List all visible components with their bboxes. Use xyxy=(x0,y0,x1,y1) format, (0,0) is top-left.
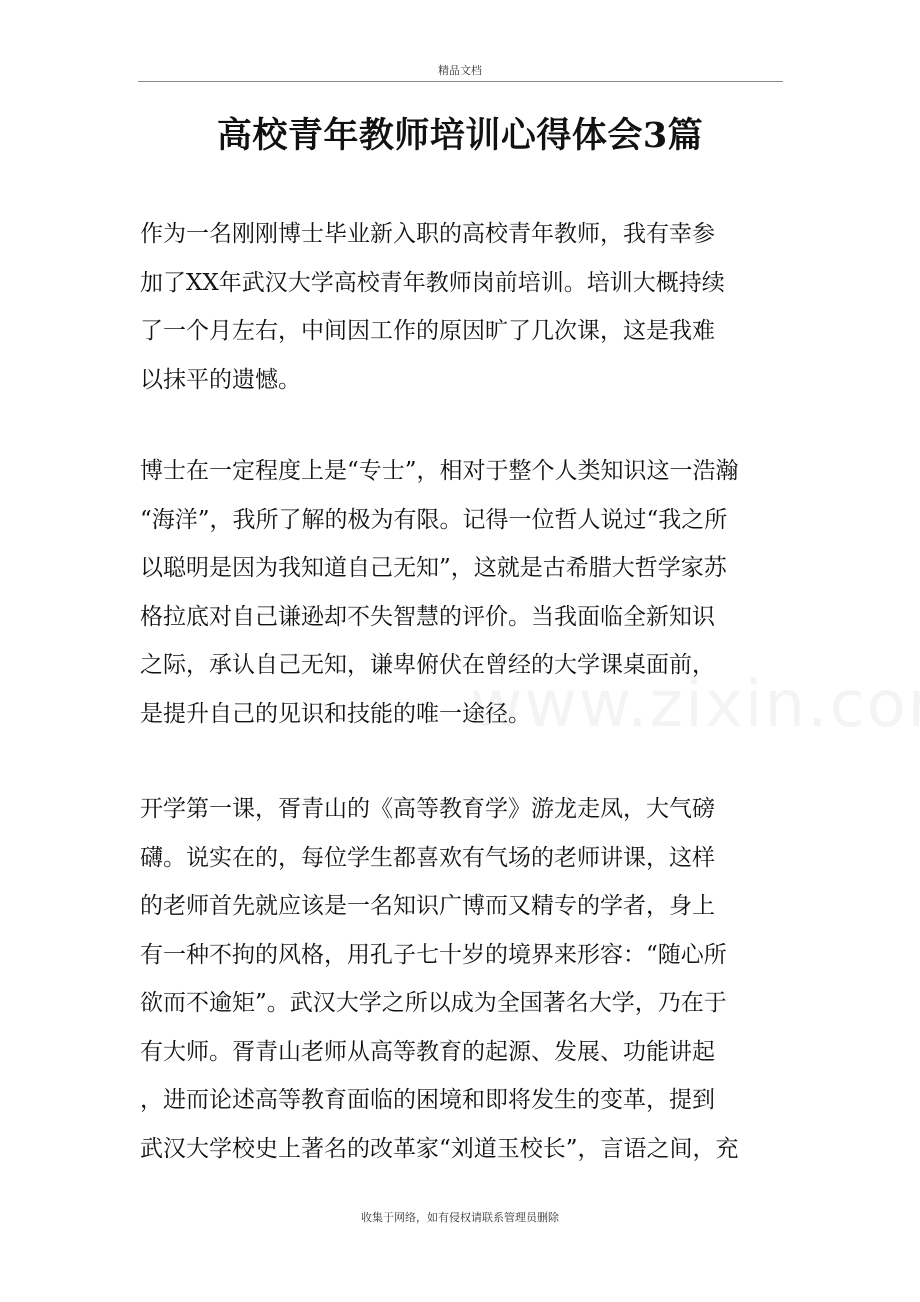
text-line: 的老师首先就应该是一名知识广博而又精专的学者，身上 xyxy=(140,893,715,919)
text-line: 有一种不拘的风格，用孔子七十岁的境界来形容：“随心所 xyxy=(140,941,727,968)
text-line: 欲而不逾矩”。武汉大学之所以成为全国著名大学，乃在于 xyxy=(140,990,727,1016)
text-line: 了一个月左右，中间因工作的原因旷了几次课，这是我难 xyxy=(140,318,715,344)
paragraph-2 xyxy=(140,447,800,738)
text-line: 以聪明是因为我知道自己无知”，这就是古希腊大哲学家苏 xyxy=(140,555,727,581)
page-header: 精品文档 xyxy=(438,64,482,77)
text-line: 格拉底对自己谦逊却不失智慧的评价。当我面临全新知识 xyxy=(140,603,715,630)
document-title: 高校青年教师培训心得体会3篇 xyxy=(216,115,704,156)
text-line: 加了XX年武汉大学高校青年教师岗前培训。培训大概持续 xyxy=(140,269,725,296)
text-line: “海洋”，我所了解的极为有限。记得一位哲人说过“我之所 xyxy=(140,506,728,533)
text-line: 作为一名刚刚博士毕业新入职的高校青年教师，我有幸参 xyxy=(140,221,715,247)
header-divider xyxy=(138,81,783,82)
paragraph-1 xyxy=(140,210,800,404)
text-line: 博士在一定程度上是“专士”，相对于整个人类知识这一浩瀚 xyxy=(140,458,739,484)
text-line: 有大师。胥青山老师从高等教育的起源、发展、功能讲起 xyxy=(140,1038,715,1065)
text-line: 是提升自己的见识和技能的唯一途径。 xyxy=(140,700,531,727)
text-line: 之际，承认自己无知，谦卑俯伏在曾经的大学课桌面前， xyxy=(140,652,715,678)
page-footer: 收集于网络，如有侵权请联系管理员删除 xyxy=(361,1211,559,1224)
text-line: 礴。说实在的，每位学生都喜欢有气场的老师讲课，这样 xyxy=(140,844,715,871)
text-line: 以抹平的遗憾。 xyxy=(140,366,301,393)
text-line: 开学第一课，胥青山的《高等教育学》游龙走凤，大气磅 xyxy=(140,796,715,822)
text-line: ，进而论述高等教育面临的困境和即将发生的变革，提到 xyxy=(140,1087,715,1113)
text-line: 武汉大学校史上著名的改革家“刘道玉校长”，言语之间，充 xyxy=(140,1135,739,1162)
paragraph-3 xyxy=(140,785,800,1173)
